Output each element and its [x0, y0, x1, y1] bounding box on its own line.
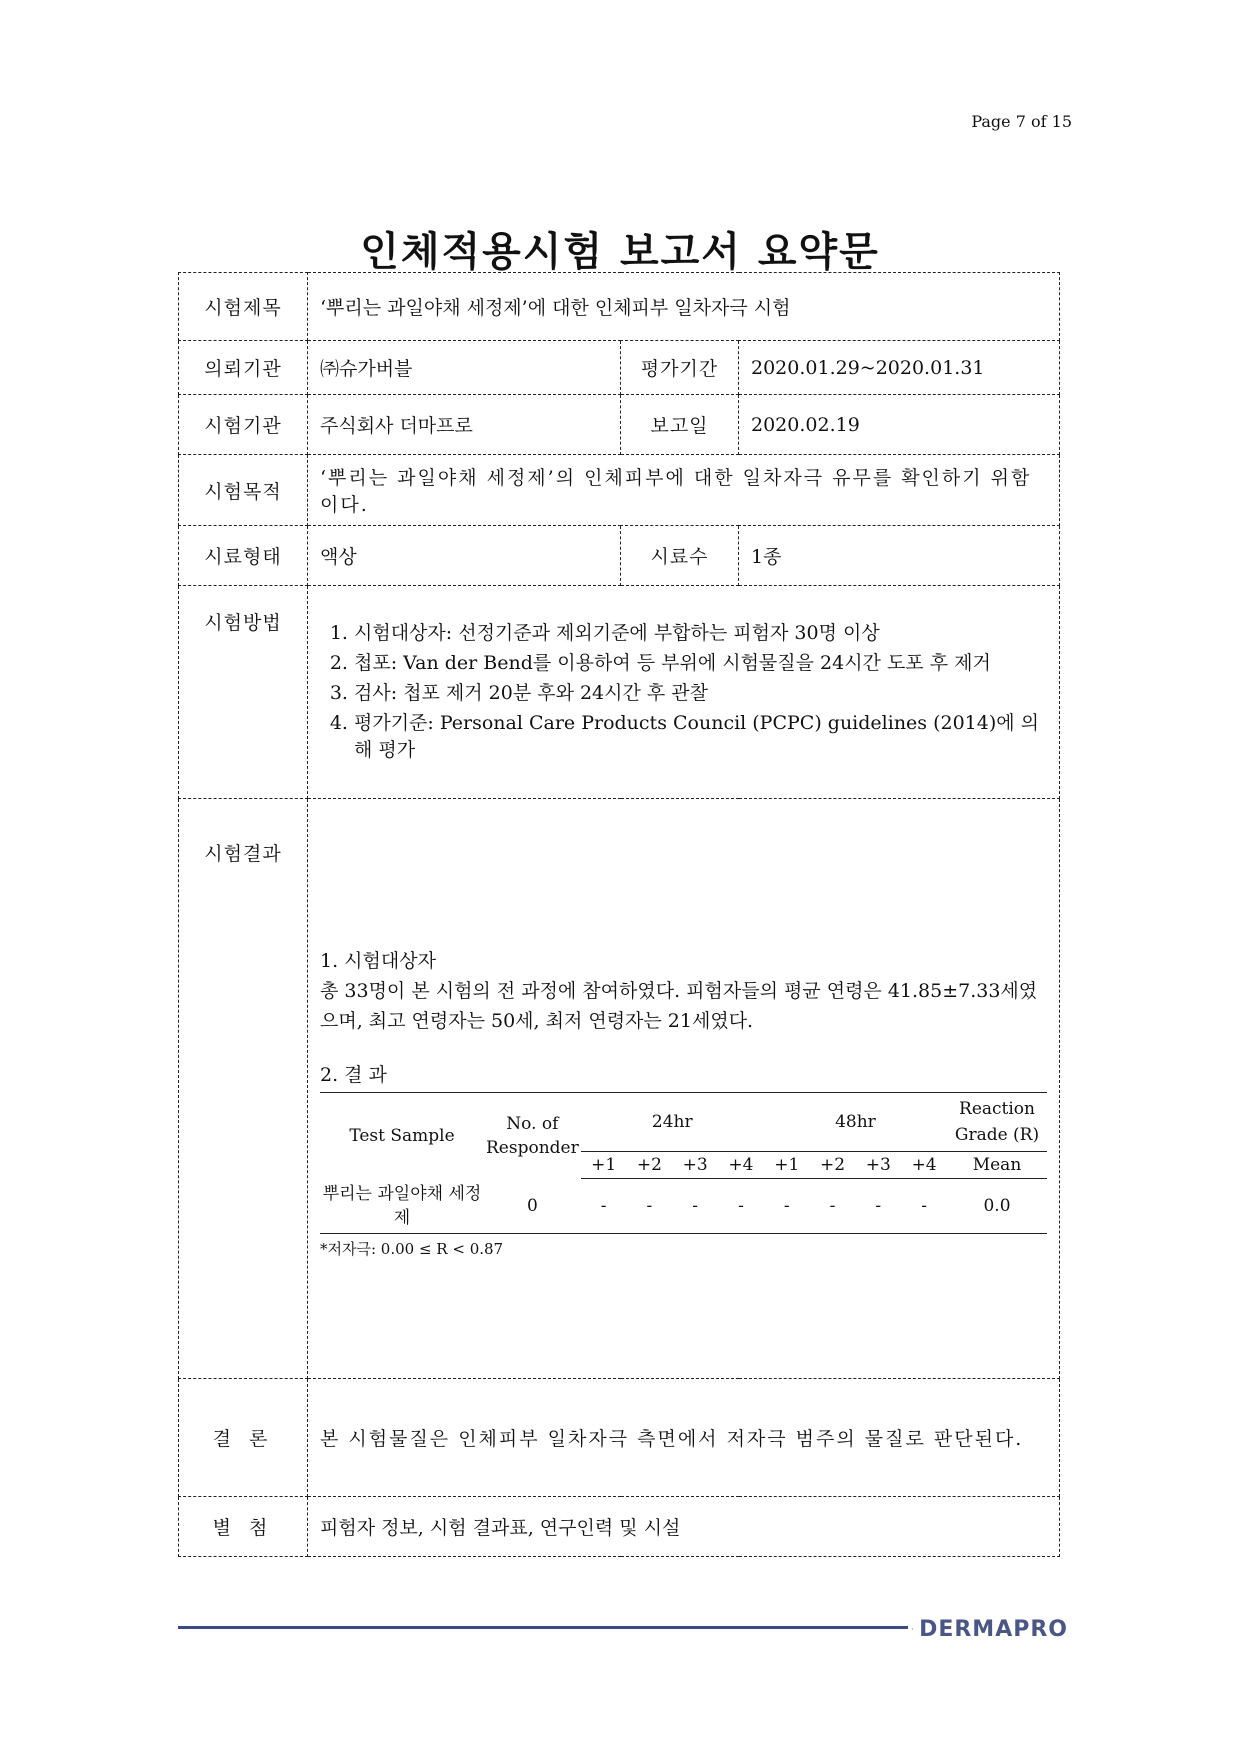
- summary-table: [178, 272, 1060, 1557]
- subject-text: 총 33명이 본 시험의 전 과정에 참여하였다. 피험자들의 평균 연령은 41.85±7.33세였으며, 최고 연령자는 50세, 최저 연령자는 21세였다.: [320, 980, 1038, 1033]
- row-institution: [179, 395, 1060, 455]
- value-method: [308, 586, 1060, 799]
- grade-label: +1: [764, 1152, 810, 1179]
- method-item: 1. 시험대상자: 선정기준과 제외기준에 부합하는 피험자 30명 이상: [354, 620, 1047, 647]
- label-method: 시험방법: [179, 586, 308, 799]
- cell-grade: -: [810, 1179, 856, 1234]
- grade-label: +3: [855, 1152, 901, 1179]
- value-conclusion: 본 시험물질은 인체피부 일차자극 측면에서 저자극 범주의 물질로 판단된다.: [308, 1379, 1060, 1497]
- header-test-sample: Test Sample: [320, 1093, 484, 1179]
- label-conclusion: 결 론: [179, 1379, 308, 1497]
- grade-label: +2: [627, 1152, 673, 1179]
- value-report-date: 2020.02.19: [739, 395, 1060, 455]
- label-period: 평가기간: [621, 341, 739, 395]
- table-note: *저자극: 0.00 ≤ R < 0.87: [320, 1239, 504, 1258]
- value-client: ㈜슈가버블: [308, 341, 621, 395]
- table-row: [320, 1179, 1047, 1234]
- cell-grade: -: [764, 1179, 810, 1234]
- header-24hr: 24hr: [581, 1093, 764, 1152]
- cell-responder: 0: [484, 1179, 581, 1234]
- cell-grade: -: [672, 1179, 718, 1234]
- footer-line: [178, 1626, 908, 1629]
- value-institution: 주식회사 더마프로: [308, 395, 621, 455]
- cell-mean: 0.0: [947, 1179, 1047, 1234]
- subject-heading: 1. 시험대상자: [320, 950, 436, 973]
- row-sample-form: [179, 526, 1060, 586]
- dermapro-mark-icon: [912, 1614, 913, 1644]
- label-report-date: 보고일: [621, 395, 739, 455]
- header-48hr: 48hr: [764, 1093, 947, 1152]
- label-sample-form: 시료형태: [179, 526, 308, 586]
- value-purpose: ‘뿌리는 과일야채 세정제’의 인체피부에 대한 일차자극 유무를 확인하기 위함이다.: [308, 455, 1060, 526]
- label-test-title: 시험제목: [179, 273, 308, 341]
- cell-sample: 뿌리는 과일야채 세정제: [320, 1179, 484, 1234]
- cell-grade: -: [901, 1179, 947, 1234]
- row-purpose: [179, 455, 1060, 526]
- document-title: 인체적용시험 보고서 요약문: [360, 229, 880, 275]
- label-sample-count: 시료수: [621, 526, 739, 586]
- row-conclusion: [179, 1379, 1060, 1497]
- value-period: 2020.01.29~2020.01.31: [739, 341, 1060, 395]
- label-client: 의뢰기관: [179, 341, 308, 395]
- cell-grade: -: [581, 1179, 627, 1234]
- grade-label: +4: [718, 1152, 764, 1179]
- method-list: [320, 620, 1047, 764]
- label-institution: 시험기관: [179, 395, 308, 455]
- row-results: [179, 799, 1060, 1379]
- result-table-header: [320, 1093, 1047, 1152]
- row-client: [179, 341, 1060, 395]
- method-item: 2. 첩포: Van der Bend를 이용하여 등 부위에 시험물질을 24시간 도포 후 제거: [354, 650, 1047, 677]
- value-test-title: ‘뿌리는 과일야채 세정제’에 대한 인체피부 일차자극 시험: [308, 273, 1060, 341]
- method-item: 3. 검사: 첩포 제거 20분 후와 24시간 후 관찰: [354, 680, 1047, 707]
- result-heading: 2. 결 과: [320, 1064, 387, 1087]
- row-test-title: [179, 273, 1060, 341]
- cell-grade: -: [627, 1179, 673, 1234]
- value-sample-form: 액상: [308, 526, 621, 586]
- header-responder: No. of Responder: [484, 1093, 581, 1179]
- row-method: [179, 586, 1060, 799]
- value-sample-count: 1종: [739, 526, 1060, 586]
- label-attachment: 별 첨: [179, 1497, 308, 1557]
- dermapro-logo: [912, 1612, 1068, 1646]
- cell-grade: -: [855, 1179, 901, 1234]
- header-reaction-grade: Reaction Grade (R): [947, 1093, 1047, 1152]
- grade-label: +3: [672, 1152, 718, 1179]
- row-attachment: [179, 1497, 1060, 1557]
- value-results: [308, 799, 1060, 1379]
- grade-label: +4: [901, 1152, 947, 1179]
- label-purpose: 시험목적: [179, 455, 308, 526]
- header-mean: Mean: [947, 1152, 1047, 1179]
- grade-label: +1: [581, 1152, 627, 1179]
- value-attachment: 피험자 정보, 시험 결과표, 연구인력 및 시설: [308, 1497, 1060, 1557]
- page-number: Page 7 of 15: [971, 112, 1072, 131]
- logo-text: DERMAPRO: [919, 1616, 1068, 1642]
- result-table: [320, 1092, 1047, 1234]
- cell-grade: -: [718, 1179, 764, 1234]
- grade-label: +2: [810, 1152, 856, 1179]
- method-item: 4. 평가기준: Personal Care Products Council (PCPC) guidelines (2014)에 의해 평가: [354, 710, 1047, 764]
- label-results: 시험결과: [179, 799, 308, 1379]
